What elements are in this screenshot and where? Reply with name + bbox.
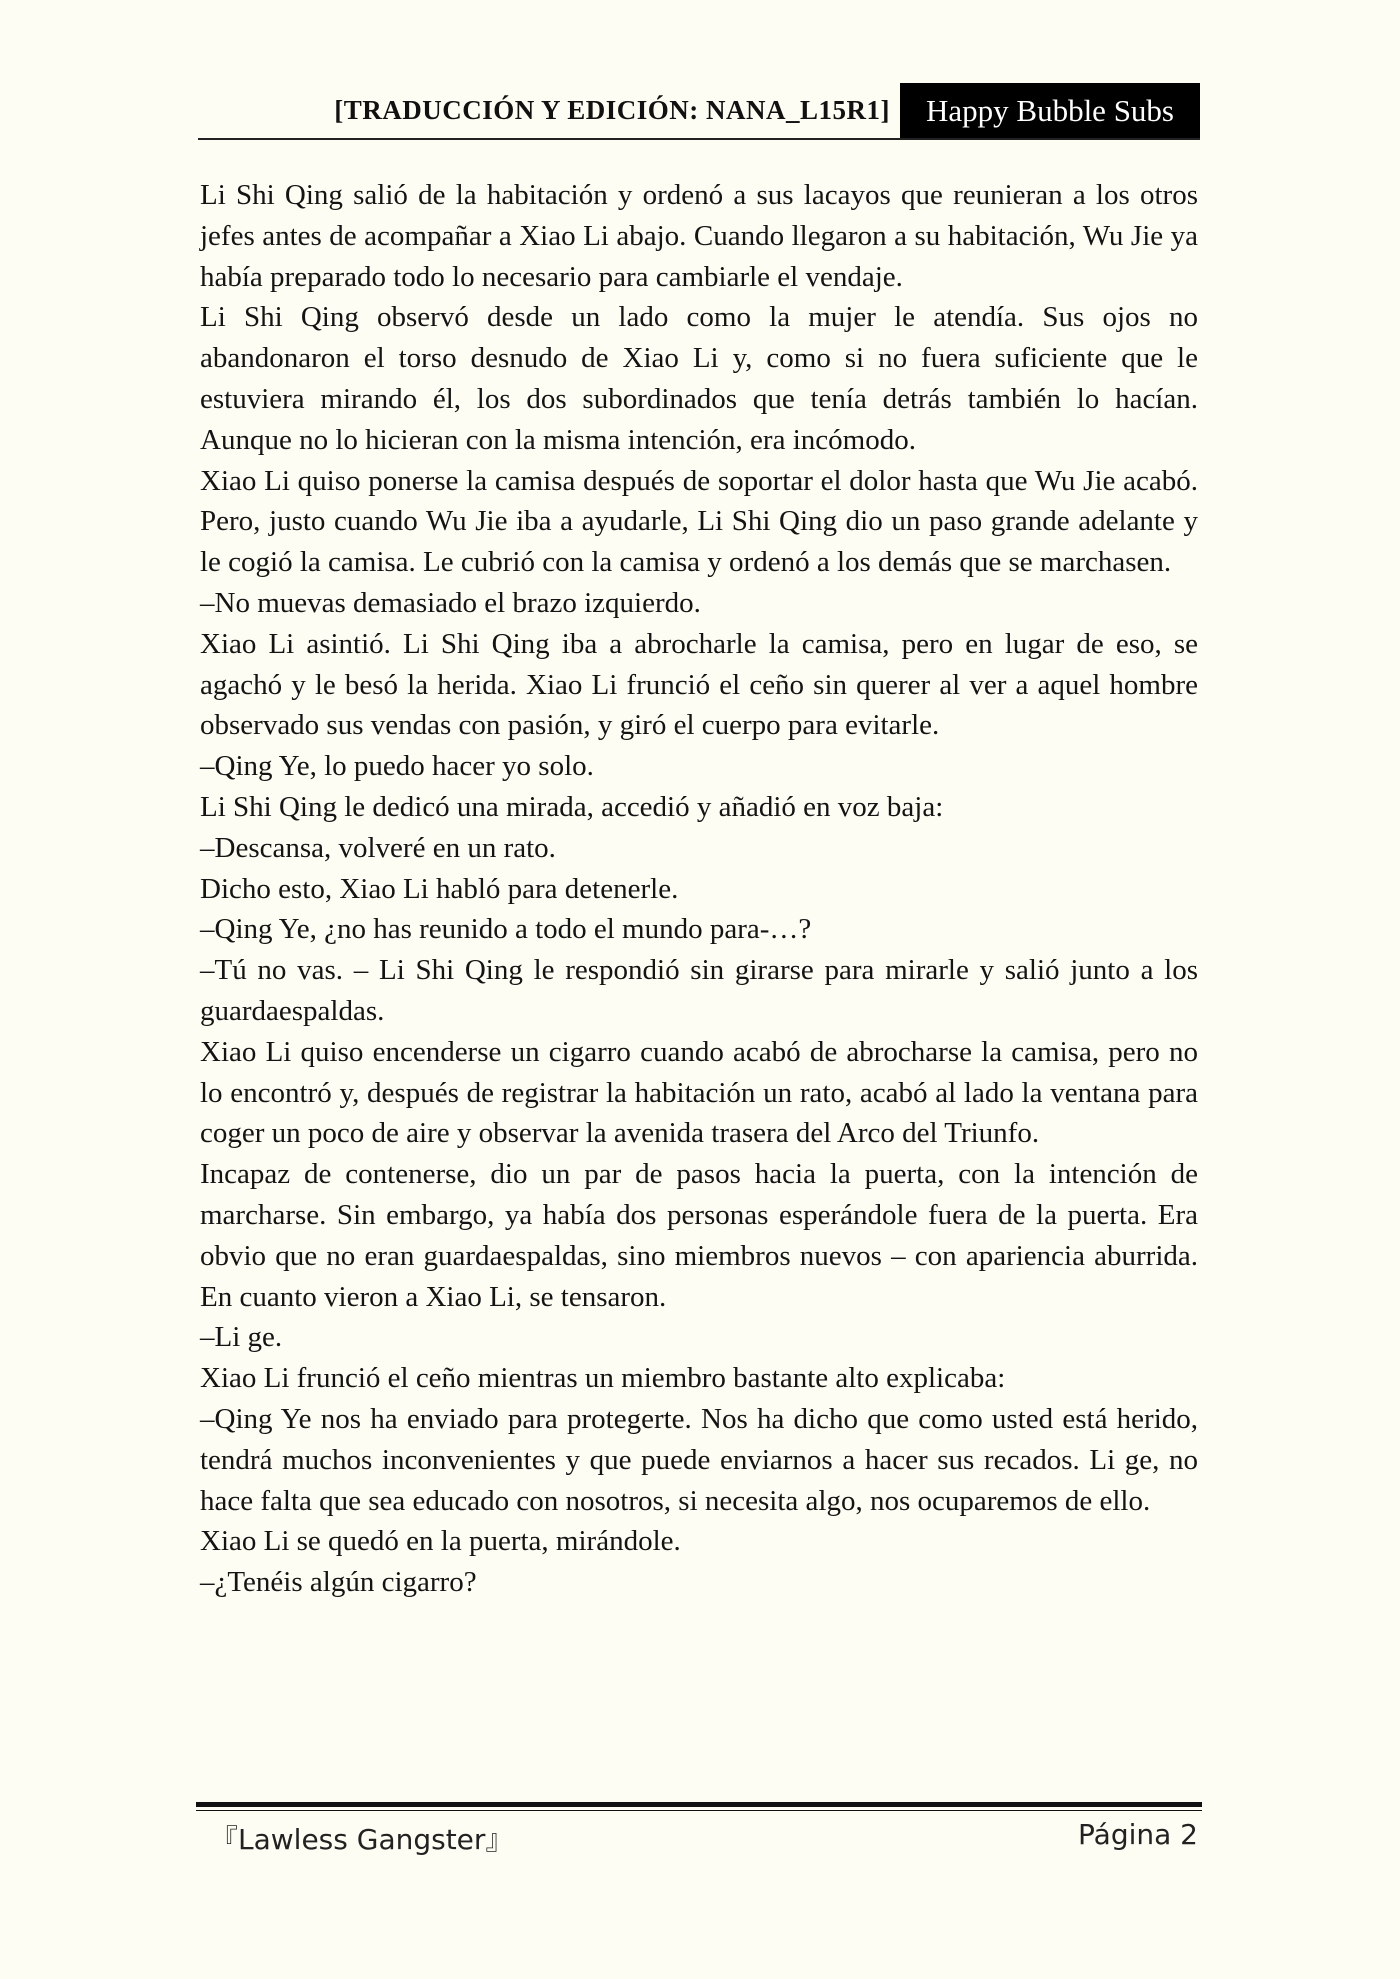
dialogue-line: –Tú no vas. – Li Shi Qing le respondió sin girarse para mirarle y salió junto a los guardaespaldas. xyxy=(200,954,1198,1027)
dialogue-line: –Qing Ye, ¿no has reunido a todo el mundo para-…? xyxy=(200,913,812,946)
paragraph: Xiao Li quiso encenderse un cigarro cuando acabó de abrocharse la camisa, pero no lo encontró y, después de registrar la habitación un rato, acabó al lado la ventana para coger un poco de aire y observar la avenida trasera del Arco del Triunfo. xyxy=(200,1035,1198,1150)
paragraph: Xiao Li quiso ponerse la camisa después de soportar el dolor hasta que Wu Jie acabó. Pero, justo cuando Wu Jie iba a ayudarle, Li Shi Qing dio un paso grande adelante y le cogió la camisa. Le cubrió con la camisa y ordenó a los demás que se marchasen. xyxy=(200,464,1198,579)
dialogue-line: –No muevas demasiado el brazo izquierdo. xyxy=(200,586,701,619)
paragraph: Li Shi Qing observó desde un lado como la mujer le atendía. Sus ojos no abandonaron el torso desnudo de Xiao Li y, como si no fuera suficiente que le estuviera mirando él, los dos subordinados que tenía detrás también lo hacían. Aunque no lo hicieran con la misma intención, era incómodo. xyxy=(200,301,1198,456)
footer-divider xyxy=(196,1802,1202,1807)
paragraph: Li Shi Qing le dedicó una mirada, accedió y añadió en voz baja: xyxy=(200,790,944,823)
dialogue-line: –Descansa, volveré en un rato. xyxy=(200,831,556,864)
paragraph: Incapaz de contenerse, dio un par de pasos hacia la puerta, con la intención de marcharse. Sin embargo, ya había dos personas esperándole fuera de la puerta. Era obvio que no eran guardaespaldas, sino miembros nuevos – con apariencia aburrida. En cuanto vieron a Xiao Li, se tensaron. xyxy=(200,1158,1198,1313)
dialogue-line: –¿Tenéis algún cigarro? xyxy=(200,1566,477,1599)
document-body xyxy=(200,175,1198,1603)
dialogue-line: –Li ge. xyxy=(200,1321,283,1354)
group-brand-label: Happy Bubble Subs xyxy=(900,83,1200,138)
page-number: Página 2 xyxy=(1078,1818,1198,1851)
translation-credit: [TRADUCCIÓN Y EDICIÓN: NANA_L15R1] xyxy=(334,95,890,125)
paragraph: Xiao Li frunció el ceño mientras un miembro bastante alto explicaba: xyxy=(200,1362,1006,1395)
footer-divider-thin xyxy=(196,1810,1202,1811)
dialogue-line: –Qing Ye, lo puedo hacer yo solo. xyxy=(200,750,594,783)
page-header xyxy=(198,83,1200,140)
paragraph: Xiao Li asintió. Li Shi Qing iba a abrocharle la camisa, pero en lugar de eso, se agachó y le besó la herida. Xiao Li frunció el ceño sin querer al ver a aquel hombre observado sus vendas con pasión, y giró el cuerpo para evitarle. xyxy=(200,627,1198,742)
footer-book-title: 『Lawless Gangster』 xyxy=(210,1823,514,1856)
paragraph: Xiao Li se quedó en la puerta, mirándole. xyxy=(200,1525,681,1558)
paragraph: Li Shi Qing salió de la habitación y ordenó a sus lacayos que reunieran a los otros jefes antes de acompañar a Xiao Li abajo. Cuando llegaron a su habitación, Wu Jie ya había preparado todo lo necesario para cambiarle el vendaje. xyxy=(200,179,1198,293)
paragraph: Dicho esto, Xiao Li habló para detenerle. xyxy=(200,872,679,905)
dialogue-line: –Qing Ye nos ha enviado para protegerte. Nos ha dicho que como usted está herido, tendrá muchos inconvenientes y que puede enviarnos a hacer sus recados. Li ge, no hace falta que sea educado con nosotros, si necesita algo, nos ocuparemos de ello. xyxy=(200,1402,1198,1517)
